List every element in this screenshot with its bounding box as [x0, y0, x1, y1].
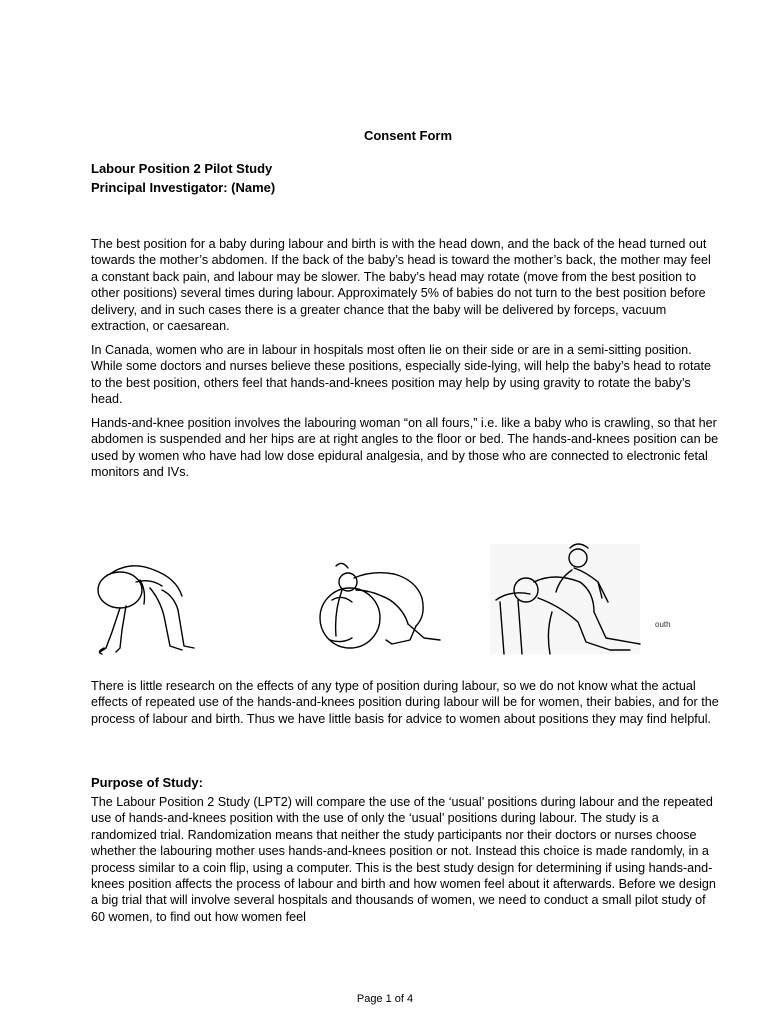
study-name: Labour Position 2 Pilot Study [91, 161, 273, 176]
paragraph-2: In Canada, women who are in labour in hospitals most often lie on their side or are in a semi-sitting position. While some doctors and nurses believe these positions, especially side-lying, will help the baby’s head to rotate to the best position, others feel that hands-and-knees position may help by using gravity to rotate the baby’s head. [91, 343, 712, 407]
purpose-heading: Purpose of Study: [91, 775, 203, 790]
principal-investigator: Principal Investigator: (Name) [91, 180, 276, 195]
purpose-paragraph: The Labour Position 2 Study (LPT2) will compare the use of the ‘usual’ positions during labour and the repeated use of hands-and-knees position with the use of only the ‘usual’ positions during labour. The study is a randomized trial. Randomization means that neither the study participants nor their doctors or nurses choose whether the labouring mother uses hands-and-knees position or not. Instead this choice is made randomly, in a process similar to a coin flip, using a computer. This is the best study design for determining if using hands-and-knees position affects the process of labour and birth and how women feel about it afterwards. Before we design a big trial that will involve several hospitals and thousands of women, we need to conduct a small pilot study of 60 women, to find out how women feel [91, 795, 716, 924]
paragraph-3: Hands-and-knee position involves the labouring woman “on all fours,” i.e. like a baby who is crawling, so that her abdomen is suspended and her hips are at right angles to the floor or bed. The hands-and-knees position can be used by women who have had low dose epidural analgesia, and by those who are connected to electronic fetal monitors and IVs. [91, 416, 719, 480]
woman-leaning-on-bed-with-partner-icon [490, 542, 655, 660]
page-title: Consent Form [363, 128, 453, 143]
woman-leaning-on-birth-ball-icon [312, 560, 447, 660]
labour-position-illustrations [90, 520, 690, 660]
page-number: Page 1 of 4 [356, 993, 414, 1005]
woman-hands-and-knees-icon [90, 560, 200, 660]
paragraph-4: There is little research on the effects of any type of position during labour, so we do not know what the actual effects of repeated use of the hands-and-knees position during labour will be for women, their babies, and for the process of labour and birth. Thus we have little basis for advice to women about positions they may find helpful. [91, 679, 719, 726]
paragraph-1: The best position for a baby during labour and birth is with the head down, and the back of the head turned out towards the mother’s abdomen. If the back of the baby’s head is toward the mother’s back, the mother may feel a constant back pain, and labour may be slower. The baby’s head may rotate (move from the best position to other positions) several times during labour. Approximately 5% of babies do not turn to the best position before delivery, and in such cases there is a greater chance that the baby will be delivered by forceps, vacuum extraction, or caesarean. [91, 237, 711, 334]
figure-caption-fragment: outh [655, 620, 671, 629]
